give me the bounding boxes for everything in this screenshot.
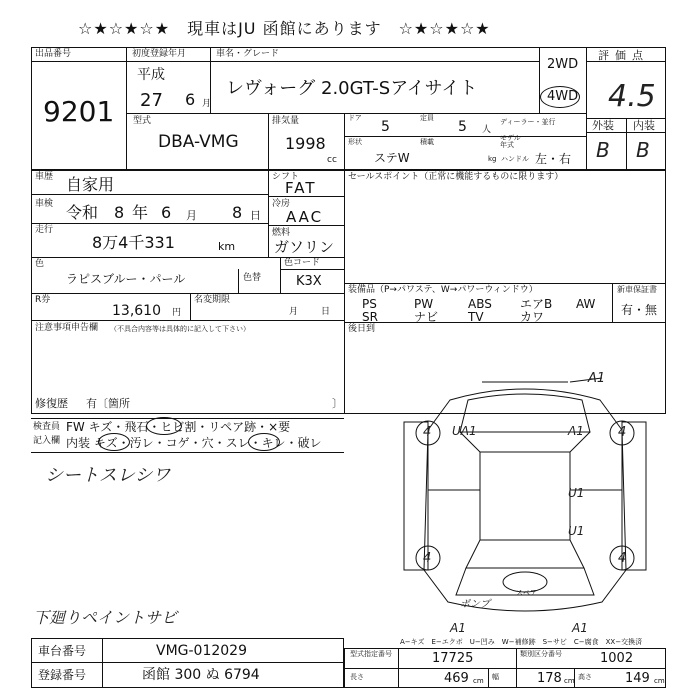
width-unit: cm	[564, 677, 575, 685]
diagram-mark-u1-a: U1	[568, 486, 585, 500]
type-label: 型式	[133, 116, 152, 126]
class-no-value: 1002	[600, 651, 634, 666]
dealer-label: ディーラー・並行	[500, 118, 556, 126]
height-label: 高さ	[578, 673, 592, 681]
notes-label: 注意事項申告欄	[35, 323, 99, 333]
registration-label: 初度登録年月	[132, 49, 187, 59]
pump-label: ポンプ	[460, 599, 490, 610]
model-no-value: 17725	[432, 651, 474, 666]
body-shape-value: ステW	[374, 151, 410, 165]
name-change-day: 日	[321, 307, 331, 317]
class-no-label: 類別区分番号	[520, 650, 562, 658]
inspector-label-2: 記入欄	[33, 436, 61, 446]
width-value: 178	[537, 671, 562, 686]
registration-era: 平成	[137, 67, 165, 83]
displacement-label: 排気量	[272, 116, 300, 126]
fuel-label: 燃料	[272, 228, 291, 238]
aircon-value: AAC	[286, 208, 324, 226]
equip1-1: PW	[414, 297, 434, 311]
diagram-mark-ua1: UA1	[452, 424, 477, 438]
tire-rr: 4	[618, 551, 627, 566]
width-label: 幅	[492, 673, 499, 681]
type-value: DBA-VMG	[158, 132, 239, 152]
color-code-value: K3X	[296, 274, 322, 289]
doors-value: 5	[381, 119, 390, 135]
inspection-label: 車検	[35, 199, 54, 209]
inspection-day-unit: 日	[250, 209, 261, 222]
shift-label: シフト	[272, 172, 300, 182]
displacement-unit: cc	[327, 155, 337, 165]
lot-label: 出品番号	[35, 49, 72, 59]
body-shape-label: 形状	[348, 138, 362, 146]
color-code-label: 色コード	[284, 258, 321, 268]
repair-value: 有〔箇所	[86, 397, 130, 410]
sales-point-label: セールスポイント（正常に機能するものに限ります）	[348, 172, 564, 182]
model-label: 車名・グレード	[216, 49, 280, 59]
mileage-value: 8万4千331	[92, 233, 175, 252]
chassis-value: VMG-012029	[156, 643, 247, 659]
diagram-mark-a1-lower-left: A1	[450, 621, 466, 635]
lot-number: 9201	[43, 95, 115, 128]
color-change-label: 色替	[243, 273, 262, 283]
model-name: レヴォーグ 2.0GT-Sアイサイト	[226, 78, 478, 99]
equip2-1: ナビ	[414, 310, 439, 324]
interior-label: 内装	[633, 119, 655, 132]
drive-2wd: 2WD	[547, 57, 579, 72]
equip1-4: AW	[576, 297, 596, 311]
displacement-value: 1998	[285, 134, 326, 153]
model-year-label: モデル年式	[500, 134, 521, 149]
repair-close: 〕	[332, 397, 343, 410]
length-unit: cm	[473, 677, 484, 685]
color-value: ラピスブルー・パール	[66, 272, 186, 286]
circle-hiishi	[146, 417, 182, 435]
registration-month-unit: 月	[202, 99, 212, 109]
fuel-value: ガソリン	[274, 238, 335, 256]
drive-4wd: 4WD	[547, 89, 579, 104]
chassis-label: 車台番号	[38, 644, 87, 658]
handle-label: ハンドル	[501, 155, 529, 163]
inspection-day: 8	[232, 203, 243, 222]
exterior-grade: B	[596, 138, 610, 162]
mileage-label: 走行	[35, 225, 54, 235]
length-label: 長さ	[350, 673, 364, 681]
load-label: 積載	[420, 138, 434, 146]
circle-kizu	[98, 433, 130, 451]
usage-value: 自家用	[66, 175, 115, 194]
model-no-label: 型式指定番号	[350, 650, 392, 658]
back-seat-label: 後日到	[348, 324, 376, 334]
length-value: 469	[444, 671, 469, 686]
repair-label: 修復歴	[35, 397, 68, 410]
diagram-mark-a1-right: A1	[568, 424, 584, 438]
tire-fr: 4	[618, 425, 627, 440]
load-unit: kg	[488, 155, 497, 163]
mileage-unit: km	[218, 240, 236, 253]
equip1-0: PS	[362, 297, 377, 311]
diagram-mark-a1-top: A1	[588, 371, 606, 386]
capacity-label: 定員	[420, 114, 434, 122]
inspection-year: 8	[114, 203, 125, 222]
inspection-month: 6	[161, 203, 172, 222]
inspection-month-unit: 月	[186, 209, 197, 222]
warranty-value: 有・無	[621, 303, 658, 317]
spare-label: スペア	[516, 589, 537, 597]
height-unit: cm	[654, 677, 665, 685]
name-change-label: 名変期限	[194, 295, 231, 305]
header-banner: ☆★☆★☆★ 現車はJU 函館にあります ☆★☆★☆★	[78, 19, 491, 38]
equip2-2: TV	[468, 310, 484, 324]
recycle-value: 13,610	[112, 303, 161, 319]
recycle-unit: 円	[172, 308, 182, 318]
circle-sure	[248, 433, 280, 451]
name-change-month: 月	[289, 307, 299, 317]
plate-value: 函館 300 ぬ 6794	[142, 667, 260, 683]
capacity-value: 5	[458, 119, 467, 135]
recycle-label: R券	[35, 295, 51, 305]
score-label: 評価点	[598, 49, 649, 62]
tire-fl: 4	[423, 425, 432, 440]
capacity-unit: 人	[482, 125, 492, 135]
equip2-3: カワ	[520, 310, 545, 324]
registration-month: 6	[185, 90, 196, 109]
height-value: 149	[625, 671, 650, 686]
score-value: 4.5	[608, 79, 656, 114]
exterior-label: 外装	[592, 119, 614, 132]
registration-year: 27	[140, 90, 163, 111]
plate-label: 登録番号	[38, 668, 87, 682]
tire-rl: 4	[423, 551, 432, 566]
inspection-era: 令和	[66, 203, 99, 222]
inspector-row-1: FW キズ・飛石・ヒビ割・リペア跡・×要	[66, 420, 291, 434]
damage-legend: A−キズ E−エクボ U−凹み W−補修跡 S−サビ C−腐食 XX−交換済	[400, 638, 643, 646]
diagram-mark-a1-lower-right: A1	[572, 621, 588, 635]
shift-value: FAT	[285, 179, 317, 197]
equip2-0: SR	[362, 310, 378, 324]
inspector-row-2: 内装 キズ・汚レ・コゲ・穴・スレ・キレ・破レ	[66, 436, 322, 450]
equipment-label: 装備品（P→パワステ、W→パワーウィンドウ）	[348, 285, 538, 295]
color-label: 色	[35, 259, 45, 269]
interior-grade: B	[636, 138, 650, 162]
handwritten-note-1: シートスレシワ	[45, 465, 171, 486]
equip1-3: エアB	[520, 297, 553, 311]
doors-label: ドア	[348, 114, 362, 122]
diagram-mark-u1-b: U1	[568, 524, 585, 538]
equip1-2: ABS	[468, 297, 492, 311]
aircon-label: 冷房	[272, 199, 291, 209]
usage-label: 車歴	[35, 172, 54, 182]
handwritten-note-2: 下廻りペイントサビ	[33, 608, 178, 627]
drive-4wd-circle	[540, 86, 580, 108]
inspector-label-1: 検査員	[33, 422, 61, 432]
inspection-year-unit: 年	[132, 203, 149, 222]
warranty-label: 新車保証書	[617, 285, 657, 294]
notes-sub: （不具合内容等は具体的に記入して下さい）	[110, 325, 250, 333]
handle-value: 左・右	[535, 152, 572, 166]
